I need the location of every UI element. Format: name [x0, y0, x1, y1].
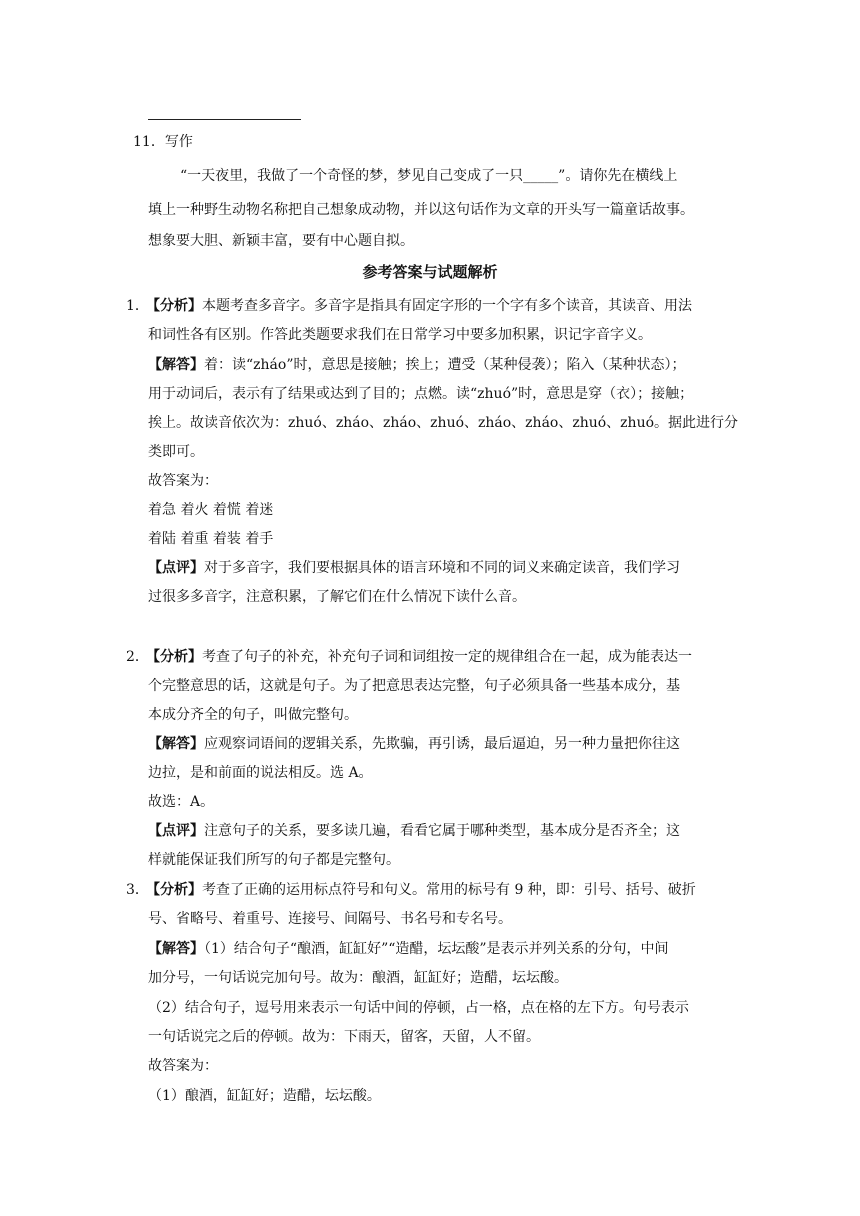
analysis-text: 考查了正确的运用标点符号和句义。常用的标号有 9 种，即：引号、括号、破折: [202, 882, 696, 898]
answer-1-solution-line-4: 类即可。: [148, 444, 204, 460]
answer-2-comment-line-1: [148, 821, 680, 841]
answer-1-answer-line-2: 着陆 着重 着装 着手: [148, 531, 274, 547]
comment-text: 注意句子的关系，要多读几遍，看看它属于哪种类型，基本成分是否齐全；这: [204, 823, 680, 839]
answer-3-analysis-line-1: [126, 880, 696, 900]
answer-2-analysis-line-2: 个完整意思的话，这就是句子。为了把意思表达完整，句子必须具备一些基本成分，基: [148, 678, 680, 694]
analysis-tag: 【分析】: [146, 298, 202, 314]
comment-text: 对于多音字，我们要根据具体的语言环境和不同的词义来确定读音，我们学习: [204, 560, 680, 576]
answer-blank-line: [148, 119, 301, 120]
comment-tag: 【点评】: [148, 823, 204, 839]
answer-3-solution-line-1: [148, 939, 669, 959]
answer-3-solution-line-3: （2）结合句子，逗号用来表示一句话中间的停顿，占一格，点在格的左下方。句号表示: [148, 1000, 689, 1016]
solution-tag: 【解答】: [148, 736, 204, 752]
answer-1-analysis-line-1: [126, 296, 692, 316]
comment-tag: 【点评】: [148, 560, 204, 576]
answer-1-analysis-line-2: 和词性各有区别。作答此类题要求我们在日常学习中要多加积累，识记字音字义。: [148, 327, 652, 343]
answer-2-solution-line-2: 边拉，是和前面的说法相反。选 A。: [148, 765, 373, 781]
solution-tag: 【解答】: [148, 357, 204, 373]
answer-1-number: 1．: [126, 298, 149, 314]
answer-1-answer-line-1: 着急 着火 着慌 着迷: [148, 502, 274, 518]
answer-2-comment-line-2: 样就能保证我们所写的句子都是完整句。: [148, 852, 400, 868]
answer-3-solution-line-2: 加分号，一句话说完加句号。故为：酿酒，缸缸好；造醋，坛坛酸。: [148, 970, 568, 986]
solution-text: 着：读“zháo”时，意思是接触；挨上；遭受（某种侵袭）；陷入（某种状态）；: [204, 357, 686, 373]
answer-1-comment-line-1: [148, 558, 680, 578]
solution-text: 应观察词语间的逻辑关系，先欺骗，再引诱，最后逼迫，另一种力量把你往这: [204, 736, 680, 752]
question-11-line-3: 想象要大胆、新颖丰富，要有中心题自拟。: [148, 233, 414, 249]
answer-2-analysis-line-3: 本成分齐全的句子，叫做完整句。: [148, 707, 358, 723]
answer-1-solution-line-3: 挨上。故读音依次为：zhuó、zháo、zháo、zhuó、zháo、zháo、zhuó、zhuó。据此进行分: [148, 415, 739, 431]
answers-section-title: 参考答案与试题解析: [362, 263, 498, 281]
solution-tag: 【解答】: [148, 941, 204, 957]
answer-1-solution-line-2: 用于动词后，表示有了结果或达到了目的；点燃。读“zhuó”时，意思是穿（衣）；接触；: [148, 386, 694, 402]
question-11-label: 11．写作: [133, 134, 193, 150]
answer-1-solution-line-1: [148, 355, 685, 375]
answer-3-answer-intro: 故答案为：: [148, 1058, 218, 1074]
analysis-tag: 【分析】: [146, 882, 202, 898]
analysis-text: 考查了句子的补充，补充句子词和词组按一定的规律组合在一起，成为能表达一: [202, 649, 692, 665]
answer-3-answer-line-1: （1）酿酒，缸缸好；造醋，坛坛酸。: [148, 1088, 381, 1104]
question-11-line-1: “一天夜里，我做了一个奇怪的梦，梦见自己变成了一只_____”。请你先在横线上: [180, 168, 678, 184]
answer-1-answer-intro: 故答案为：: [148, 473, 218, 489]
answer-3-analysis-line-2: 号、省略号、着重号、连接号、间隔号、书名号和专名号。: [148, 911, 512, 927]
answer-2-answer: 故选：A。: [148, 794, 215, 810]
answer-2-number: 2．: [126, 649, 149, 665]
answer-3-number: 3．: [126, 882, 149, 898]
answer-2-analysis-line-1: [126, 647, 692, 667]
answer-3-solution-line-4: 一句话说完之后的停顿。故为：下雨天，留客，天留，人不留。: [148, 1029, 540, 1045]
analysis-tag: 【分析】: [146, 649, 202, 665]
answer-2-solution-line-1: [148, 734, 680, 754]
solution-text: （1）结合句子“酿酒，缸缸好”“造醋，坛坛酸”是表示并列关系的分句，中间: [204, 941, 669, 957]
question-11-line-2: 填上一种野生动物名称把自己想象成动物，并以这句话作为文章的开头写一篇童话故事。: [148, 202, 694, 218]
analysis-text: 本题考查多音字。多音字是指具有固定字形的一个字有多个读音，其读音、用法: [202, 298, 692, 314]
answer-1-comment-line-2: 过很多多音字，注意积累，了解它们在什么情况下读什么音。: [148, 589, 526, 605]
